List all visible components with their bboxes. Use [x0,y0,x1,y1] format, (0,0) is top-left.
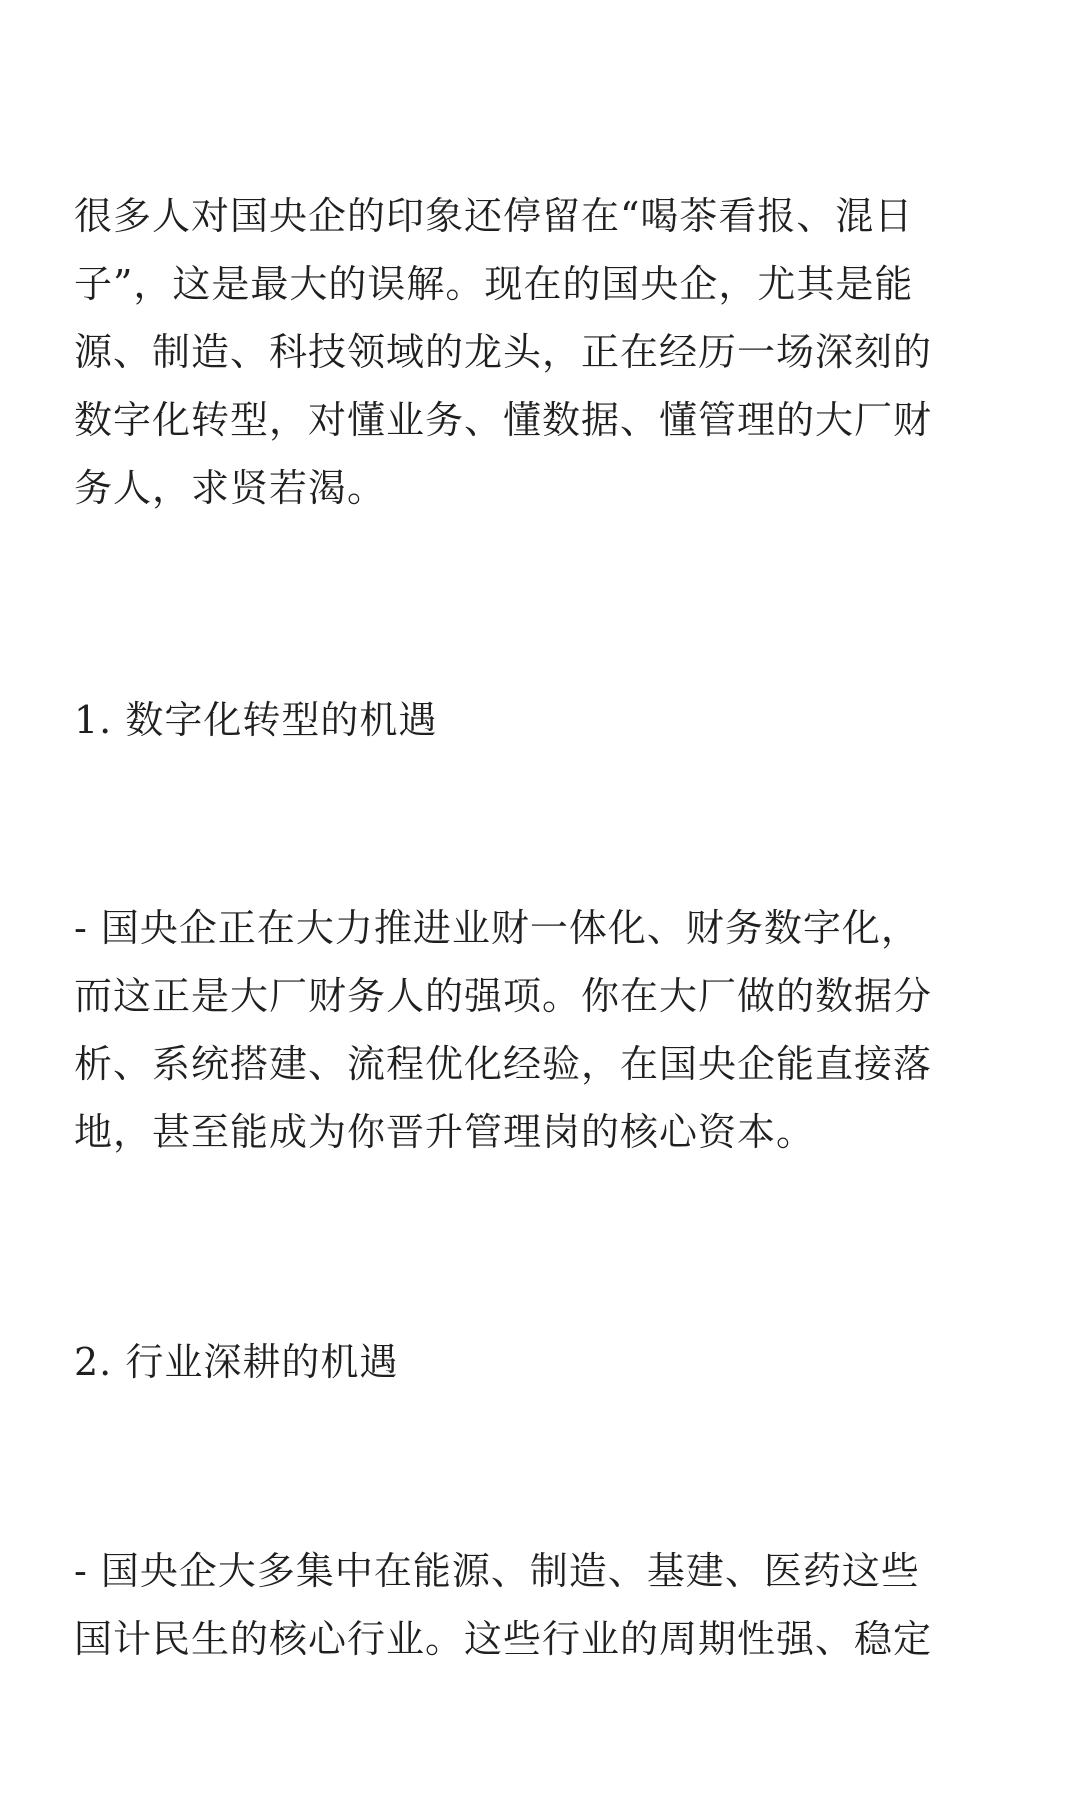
section-1-line: 析、系统搭建、流程优化经验，在国央企能直接落 [74,1042,933,1086]
intro-line: 数字化转型，对懂业务、懂数据、懂管理的大厂财 [74,398,933,442]
intro-line: 子”，这是最大的误解。现在的国央企，尤其是能 [74,262,914,306]
section-1-line: 地，甚至能成为你晋升管理岗的核心资本。 [74,1110,816,1154]
section-1-line: - 国央企正在大力推进业财一体化、财务数字化， [74,906,920,950]
section-2-paragraph [74,1537,1004,1673]
intro-paragraph [74,182,1004,522]
intro-line: 源、制造、科技领域的龙头，正在经历一场深刻的 [74,330,933,374]
section-1-heading: 1. 数字化转型的机遇 [74,698,438,742]
intro-line: 务人，求贤若渴。 [74,466,387,510]
section-2-line: - 国央企大多集中在能源、制造、基建、医药这些 [74,1549,920,1593]
section-1-line: 而这正是大厂财务人的强项。你在大厂做的数据分 [74,974,933,1018]
section-2-line: 国计民生的核心行业。这些行业的周期性强、稳定 [74,1617,933,1661]
intro-line: 很多人对国央企的印象还停留在“喝茶看报、混日 [74,194,914,238]
section-2-heading: 2. 行业深耕的机遇 [74,1340,399,1384]
section-1-paragraph [74,894,1004,1166]
